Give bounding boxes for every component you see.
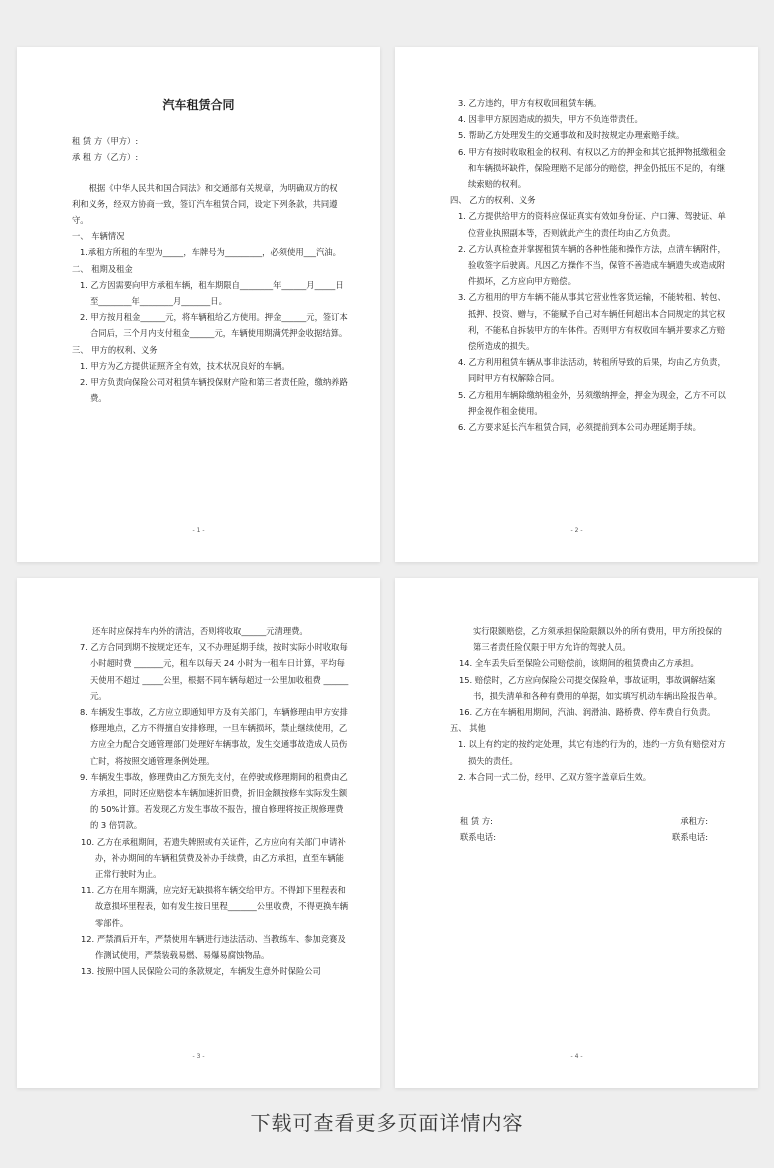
clause-4-12: 12. 严禁酒后开车，严禁使用车辆进行违法活动、当教练车、参加竞赛及作测试使用，严禁装载易燃、易爆易腐蚀物品。	[81, 933, 346, 961]
clause-4-16: 16. 乙方在车辆租用期间，汽油、润滑油、路桥费、停车费自行负责。	[459, 707, 716, 718]
clause-3-4: 4. 因非甲方原因造成的损失，甲方不负连带责任。	[458, 114, 643, 125]
clause-5-2: 2. 本合同一式二份，经甲、乙双方签字盖章后生效。	[458, 771, 652, 782]
continued-text: 还车时应保持车内外的清洁，否则将收取______元清理费。	[92, 626, 308, 636]
continued-text: 实行限额赔偿，乙方须承担保险限额以外的所有费用，甲方所投保的第三者责任险仅限于甲方允许的驾驶人员。	[473, 626, 722, 653]
clause-3-6: 6. 甲方有按时收取租金的权利、有权以乙方的押金和其它抵押物抵缴租金和车辆损坏缺件，保险理赔不足部分的赔偿，押金仍抵压不足的，有继续索赔的权利。	[458, 146, 726, 190]
clause-4-14: 14. 全车丢失后至保险公司赔偿前，该期间的租赁费由乙方承担。	[459, 658, 699, 669]
clause-2-1: 1. 乙方因需要向甲方承租车辆，租车期限自________年______月_____日至________年________月_______日。	[80, 279, 344, 307]
section-4-heading: 四、 乙方的权利、义务	[450, 195, 536, 206]
clause-4-7: 7. 乙方合同到期不按规定还车，又不办理延期手续，按时实际小时收取每小时超时费 _______元，租车以每天 24 小时为一租车日计算，平均每天使用不超过 _____公里，根据不同车辆每超过一公里加收租费 ______元。	[80, 642, 349, 701]
clause-4-5: 5. 乙方租用车辆除缴纳租金外，另须缴纳押金，押金为现金，乙方不可以押金视作租金使用。	[458, 389, 726, 416]
document-title: 汽车租赁合同	[162, 98, 235, 112]
lessor-phone-label: 联系电话:	[460, 832, 496, 843]
clause-5-1: 1. 以上有约定的按约定处理，其它有违约行为的，违约一方负有赔偿对方损失的责任。	[458, 739, 726, 766]
clause-1-1: 1.承租方所租的车型为_____，车牌号为_________，必须使用___汽油。	[80, 247, 341, 258]
clause-2-2: 2. 甲方按月租金______元，将车辆租给乙方使用。押金______元，签订本合同后，三个月内支付租金______元，车辆使用期满凭押金收据结算。	[80, 312, 348, 339]
document-page-2	[395, 47, 758, 562]
clause-4-4: 4. 乙方利用租赁车辆从事非法活动，转租所导致的后果，均由乙方负责，同时甲方有权解除合同。	[458, 357, 726, 384]
lessor-signature-label: 租 赁 方:	[460, 816, 493, 827]
section-2-heading: 二、 租期及租金	[72, 263, 133, 274]
document-page-4	[395, 578, 758, 1088]
lessee-phone-label: 联系电话:	[672, 832, 708, 843]
section-1-heading: 一、 车辆情况	[72, 231, 125, 242]
clause-4-2: 2. 乙方认真检查并掌握租赁车辆的各种性能和操作方法，点清车辆附件，验收签字后驶离。凡因乙方操作不当，保管不善造成车辆遗失或造成附件损坏，乙方应向甲方赔偿。	[458, 243, 726, 287]
clause-4-15: 15. 赔偿时，乙方应向保险公司提交保险单，事故证明，事故调解结案书，损失清单和各种有费用的单据，如实填写机动车辆出险报告单。	[459, 674, 722, 701]
clause-4-8: 8. 车辆发生事故，乙方应立即通知甲方及有关部门，车辆修理由甲方安排修理地点，乙方不得擅自安排修理，一旦车辆损坏，禁止继续使用，乙方应全力配合交通管理部门处理好车辆事故，发生交通事故造成人员伤亡时，将按照交通管理条例处理。	[80, 707, 348, 766]
page-4-content	[395, 623, 758, 845]
clause-4-11: 11. 乙方在用车期满，应完好无缺损将车辆交给甲方。不得卸下里程表和故意损坏里程表，如有发生按日里程_______公里收费，不得更换车辆零部件。	[81, 885, 349, 928]
clause-4-9: 9. 车辆发生事故，修理费由乙方预先支付，在停驶或修理期间的租费由乙方承担，同时还应赔偿本车辆加速折旧费，折旧金额按修车实际发生额的 50%计算。若发现乙方发生事故不报告，擅自修理将按正规修理费的 3 倍罚款。	[80, 771, 348, 831]
page-number: - 1 -	[192, 527, 205, 534]
section-5-heading: 五、 其他	[450, 723, 486, 734]
page-2-content	[395, 95, 758, 435]
page-number: - 3 -	[192, 1053, 205, 1060]
page-number: - 2 -	[570, 527, 583, 534]
clause-3-1: 1. 甲方为乙方提供证照齐全有效，技术状况良好的车辆。	[80, 360, 290, 371]
page-1-content	[17, 47, 380, 406]
clause-4-13: 13. 按照中国人民保险公司的条款规定，车辆发生意外时保险公司	[81, 966, 321, 977]
clause-3-2: 2. 甲方负责向保险公司对租赁车辆投保财产险和第三者责任险，缴纳养路费。	[80, 377, 348, 404]
intro-paragraph: 根据《中华人民共和国合同法》和交通部有关规章，为明确双方的权利和义务，经双方协商一致，签订汽车租赁合同，设定下列条款，共同遵守。	[72, 182, 338, 226]
clause-4-1: 1. 乙方提供给甲方的资料应保证真实有效如身份证、户口簿、驾驶证、单位营业执照副本等，否则就此产生的责任均由乙方负责。	[458, 211, 726, 238]
document-page-1	[17, 47, 380, 562]
clause-4-6: 6. 乙方要求延长汽车租赁合同，必须提前到本公司办理延期手续。	[458, 422, 701, 433]
party-b-label: 承 租 方（乙方）:	[72, 152, 139, 163]
signature-row	[395, 813, 758, 829]
page-number: - 4 -	[570, 1053, 583, 1060]
lessee-signature-label: 承租方:	[680, 816, 708, 827]
page-3-content	[17, 623, 380, 979]
section-3-heading: 三、 甲方的权利、义务	[72, 344, 158, 355]
clause-3-5: 5. 帮助乙方处理发生的交通事故和及时按规定办理索赔手续。	[458, 130, 685, 141]
clause-3-3: 3. 乙方违约，甲方有权收回租赁车辆。	[458, 98, 602, 108]
clause-4-10: 10. 乙方在承租期间，若遗失牌照或有关证件，乙方应向有关部门申请补办，补办期间的车辆租赁费及补办手续费，由乙方承担，直至车辆能正常行驶时为止。	[81, 836, 346, 880]
phone-row	[395, 829, 758, 845]
clause-4-3: 3. 乙方租用的甲方车辆不能从事其它营业性客货运输，不能转租、转包、抵押、投资、赠与，不能赋予自己对车辆任何超出本合同规定的其它权利，不能私自拆装甲方的车体件。否则甲方有权收回车辆并要求乙方赔偿所造成的损失。	[458, 292, 726, 352]
download-more-caption: 下载可查看更多页面详情内容	[250, 1111, 524, 1135]
document-page-3	[17, 578, 380, 1088]
party-a-label: 租 赁 方（甲方）:	[72, 136, 139, 147]
